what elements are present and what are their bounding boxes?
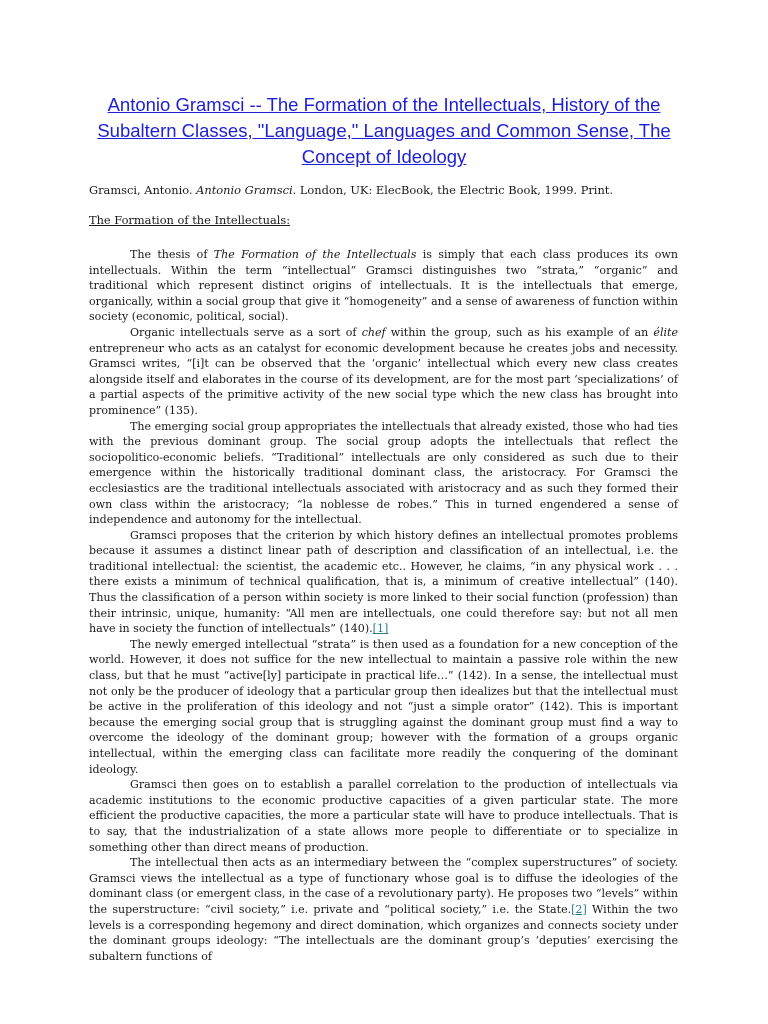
citation-authors: Gramsci, Antonio.: [89, 183, 193, 197]
paragraph-text: Organic intellectuals serve as a sort of: [130, 325, 362, 339]
paragraph-text: within the group, such as his example of an: [385, 325, 654, 339]
paragraph-7: [89, 855, 678, 964]
paragraph-text: Gramsci proposes that the criterion by which history defines an intellectual promotes problems because it assumes a distinct linear path of description and classification of an intellectual, i.e. the traditional intellectual: the scientist, the academic etc.. However, he claims, “in any physical work . . . there exists a minimum of technical qualification, that is, a minimum of creative intellectual” (140). Thus the classification of a person within society is more linked to their social function (profession) than their intrinsic, unique, humanity: “All men are intellectuals, one could therefore say: but not all men have in society the function of intellectuals” (140).: [89, 528, 678, 636]
paragraph-2: [89, 325, 678, 419]
body-text: [89, 247, 678, 964]
section-heading-text: The Formation of the Intellectuals: [89, 213, 287, 227]
paragraph-text: Within the two levels is a corresponding hegemony and direct domination, which organizes and connects society under the dominant groups ideology: “The intellectuals are the dominant group’s ‘deputies’ exercising the subaltern functions of: [89, 902, 678, 963]
footnote-link-1[interactable]: [1]: [372, 622, 389, 636]
paragraph-text: entrepreneur who acts as an catalyst for economic development because he creates jobs and necessity. Gramsci writes, “[i]t can be observed that the ‘organic’ intellectual which every new class creates alongside itself and elaborates in the course of its development, are for the most part ‘specializations’ of a partial aspects of the primitive activity of the new social type which the new class has brought into prominence” (135).: [89, 341, 678, 417]
citation: [89, 182, 613, 198]
citation-work: Antonio Gramsci: [196, 183, 293, 197]
paragraph-6: Gramsci then goes on to establish a parallel correlation to the production of intellectuals via academic institutions to the economic productive capacities of a given particular state. The more efficient the productive capacities, the more a particular state will have to produce intellectuals. That is to say, that the industrialization of a state allows more people to differentiate or to specialize in something other than direct means of production.: [89, 778, 678, 854]
paragraph-1: [89, 247, 678, 325]
paragraph-3: The emerging social group appropriates the intellectuals that already existed, those who had ties with the previous dominant group. The social group adopts the intellectuals that reflect the sociopolitico-economic beliefs. “Traditional” intellectuals are only considered as such due to their emergence within the historically traditional dominant class, the aristocracy. For Gramsci the ecclesiastics are the traditional intellectuals associated with aristocracy and as such they formed their own class within the aristocracy; “la noblesse de robes.” This in turned engendered a sense of independence and autonomy for the intellectual.: [89, 419, 678, 527]
paragraph-text: The intellectual then acts as an intermediary between the “complex superstructures” of society. Gramsci views the intellectual as a type of functionary whose goal is to diffuse the ideologies of the dominant class (or emergent class, in the case of a revolutionary party). He proposes two “levels” within the superstructure: “civil society,” i.e. private and “political society,” i.e. the State.: [89, 856, 678, 916]
book-title-italic: The Formation of the Intellectuals: [213, 248, 417, 261]
paragraph-text: is simply that each class produces its own intellectuals. Within the term “intellectual” Gramsci distinguishes two “strata,” “organic” and traditional which represent distinct origins of intellectuals. It is the intellectuals that emerge, organically, within a social group that give it “homogeneity” and a sense of awareness of function within society (economic, political, social).: [89, 248, 678, 324]
footnote-link-2[interactable]: [2]: [571, 902, 587, 916]
title-link[interactable]: Antonio Gramsci -- The Formation of the Intellectuals, History of the Subaltern Classes, "Language," Languages and Common Sense, The Concept of Ideology: [97, 94, 671, 167]
paragraph-5: The newly emerged intellectual “strata” is then used as a foundation for a new conception of the world. However, it does not suffice for the new intellectual to maintain a passive role within the new class, but that he must “active[ly] participate in practical life…” (142). In a sense, the intellectual must not only be the producer of ideology that a particular group then idealizes but that the intellectual must be active in the proliferation of this ideology and not “just a simple orator” (142). This is important because the emerging social group that is struggling against the dominant group must find a way to overcome the ideology of the dominant group; however with the formation of a groups organic intellectual, within the emerging class can facilitate more readily the conquering of the dominant ideology.: [89, 637, 678, 776]
italic-term-chef: chef: [361, 325, 386, 339]
italic-term-elite: élite: [653, 325, 678, 339]
citation-rest: . London, UK: ElecBook, the Electric Book, 1999. Print.: [292, 183, 613, 197]
section-heading-suffix: :: [286, 213, 291, 227]
paragraph-4: [89, 528, 678, 637]
page-title: [80, 92, 688, 170]
paragraph-text: The thesis of: [130, 248, 214, 261]
section-heading: [89, 212, 290, 228]
